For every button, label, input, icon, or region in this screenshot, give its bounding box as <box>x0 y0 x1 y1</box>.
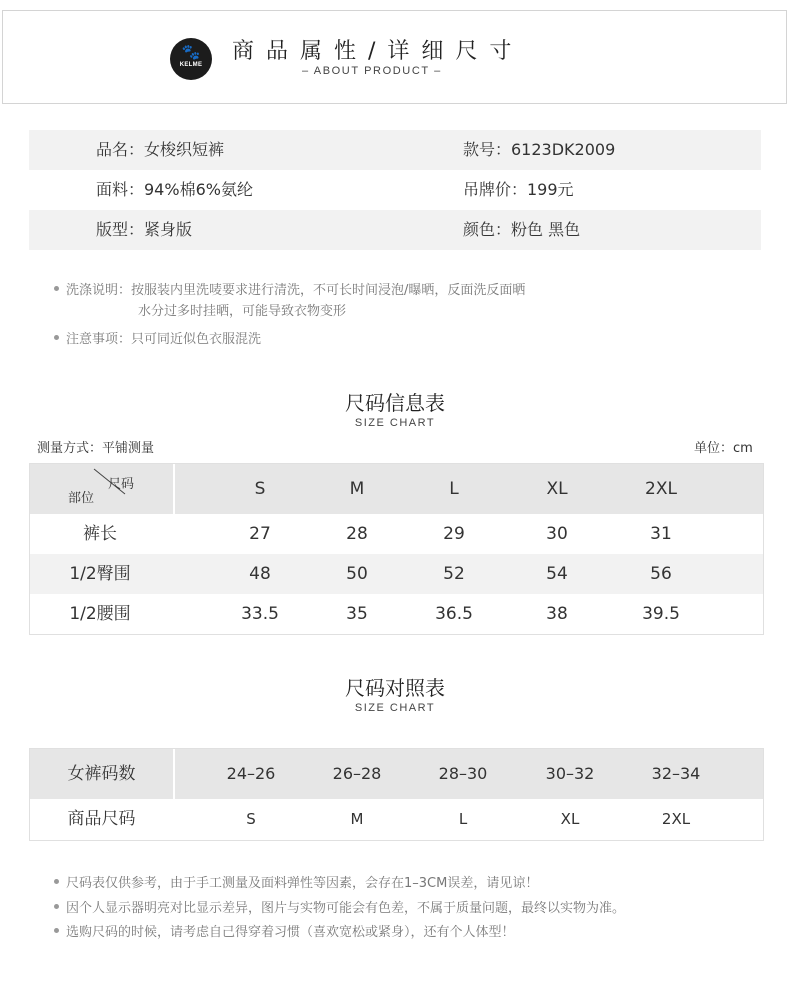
size-compare-subtitle: SIZE CHART <box>354 702 436 714</box>
table-cell: 56 <box>650 564 672 584</box>
part-label: 1/2腰围 <box>69 604 131 624</box>
column-divider <box>173 464 175 514</box>
size-header: L <box>449 479 459 499</box>
part-label: 裤长 <box>83 524 117 544</box>
table-cell: 30 <box>546 524 568 544</box>
table-cell: 26–28 <box>332 764 382 783</box>
wash-label: 洗涤说明： <box>66 283 132 298</box>
table-cell: 54 <box>546 564 568 584</box>
size-compare-title: 尺码对照表 <box>345 676 445 700</box>
size-info-subtitle: SIZE CHART <box>354 417 436 429</box>
caution-text: 只可同近似色衣服混洗 <box>131 332 262 347</box>
corner-part-label: 部位 <box>68 491 95 506</box>
bullet-icon <box>54 879 59 884</box>
size-header: M <box>349 479 365 499</box>
table-cell: 52 <box>443 564 465 584</box>
size-header: XL <box>546 479 568 499</box>
bottom-note <box>54 921 515 940</box>
bottom-note <box>54 897 625 916</box>
kelme-logo <box>170 38 212 80</box>
table-cell: S <box>246 810 256 828</box>
table-cell: 24–26 <box>226 764 276 783</box>
table-cell: 48 <box>249 564 271 584</box>
caution-label: 注意事项： <box>66 332 132 347</box>
size-info-table <box>29 463 764 635</box>
attr-color: 颜色：粉色 黑色 <box>463 220 581 239</box>
note-text: 选购尺码的时候，请考虑自己得穿着习惯（喜欢宽松或紧身），还有个人体型！ <box>66 925 515 940</box>
attr-row <box>29 210 761 250</box>
bullet-icon <box>54 928 59 933</box>
table-cell: 31 <box>650 524 672 544</box>
size-compare-table <box>29 748 764 841</box>
bottom-note <box>54 872 538 891</box>
diagonal-line <box>30 464 173 514</box>
column-divider <box>173 749 175 799</box>
size-info-title: 尺码信息表 <box>345 391 445 415</box>
table-cell: XL <box>560 810 580 828</box>
row-label: 女裤码数 <box>67 764 136 784</box>
corner-size-label: 尺码 <box>108 477 135 492</box>
table-cell: 2XL <box>661 810 691 828</box>
table-cell: 30–32 <box>545 764 595 783</box>
table-row <box>30 514 763 554</box>
part-label: 1/2臀围 <box>69 564 131 584</box>
note-text: 因个人显示器明亮对比显示差异，图片与实物可能会有色差，不属于质量问题，最终以实物为准。 <box>66 901 626 916</box>
table-cell: M <box>350 810 364 828</box>
wash-note <box>54 283 525 299</box>
table-cell: 28 <box>346 524 368 544</box>
table-cell: 38 <box>546 604 568 624</box>
table-row <box>30 799 763 840</box>
attr-price: 吊牌价：199元 <box>463 180 574 199</box>
attr-style-no: 款号：6123DK2009 <box>463 140 616 159</box>
table-cell: 29 <box>443 524 465 544</box>
table-cell: 28–30 <box>438 764 488 783</box>
table-cell: 50 <box>346 564 368 584</box>
attr-name: 品名：女梭织短裤 <box>96 140 225 159</box>
table-row <box>30 749 763 799</box>
wash-text-line1: 按服装内里洗唛要求进行清洗，不可长时间浸泡/曝晒，反面洗反面晒 <box>131 283 526 298</box>
table-cell: 32–34 <box>651 764 701 783</box>
table-cell: 39.5 <box>642 604 680 624</box>
table-cell: 33.5 <box>241 604 279 624</box>
corner-header <box>30 464 173 514</box>
paw-icon: 🐾 <box>181 43 201 61</box>
note-text: 尺码表仅供参考，由于手工测量及面料弹性等因素，会存在1–3CM误差，请见谅！ <box>66 876 539 891</box>
unit-label: 单位：cm <box>694 441 753 456</box>
header-subtitle: – ABOUT PRODUCT – <box>302 65 442 77</box>
table-cell: L <box>458 810 468 828</box>
wash-text-line2: 水分过多时挂晒，可能导致衣物变形 <box>138 304 347 319</box>
bullet-icon <box>54 335 59 340</box>
attr-row <box>29 130 761 170</box>
table-header-row <box>30 464 763 514</box>
table-row <box>30 594 763 634</box>
table-cell: 35 <box>346 604 368 624</box>
bullet-icon <box>54 904 59 909</box>
table-cell: 27 <box>249 524 271 544</box>
header-title: 商品属性/详细尺寸 <box>232 39 524 64</box>
attr-fabric: 面料：94%棉6%氨纶 <box>96 180 253 199</box>
bullet-icon <box>54 286 59 291</box>
table-cell: 36.5 <box>435 604 473 624</box>
caution-note <box>54 332 261 348</box>
measure-method: 测量方式：平铺测量 <box>37 441 155 456</box>
row-label: 商品尺码 <box>67 809 136 829</box>
attr-fit: 版型：紧身版 <box>96 220 193 239</box>
attr-row <box>29 170 761 210</box>
logo-brand-text: KELME <box>179 62 203 68</box>
table-row <box>30 554 763 594</box>
size-header: S <box>254 479 266 499</box>
size-header: 2XL <box>645 479 677 499</box>
